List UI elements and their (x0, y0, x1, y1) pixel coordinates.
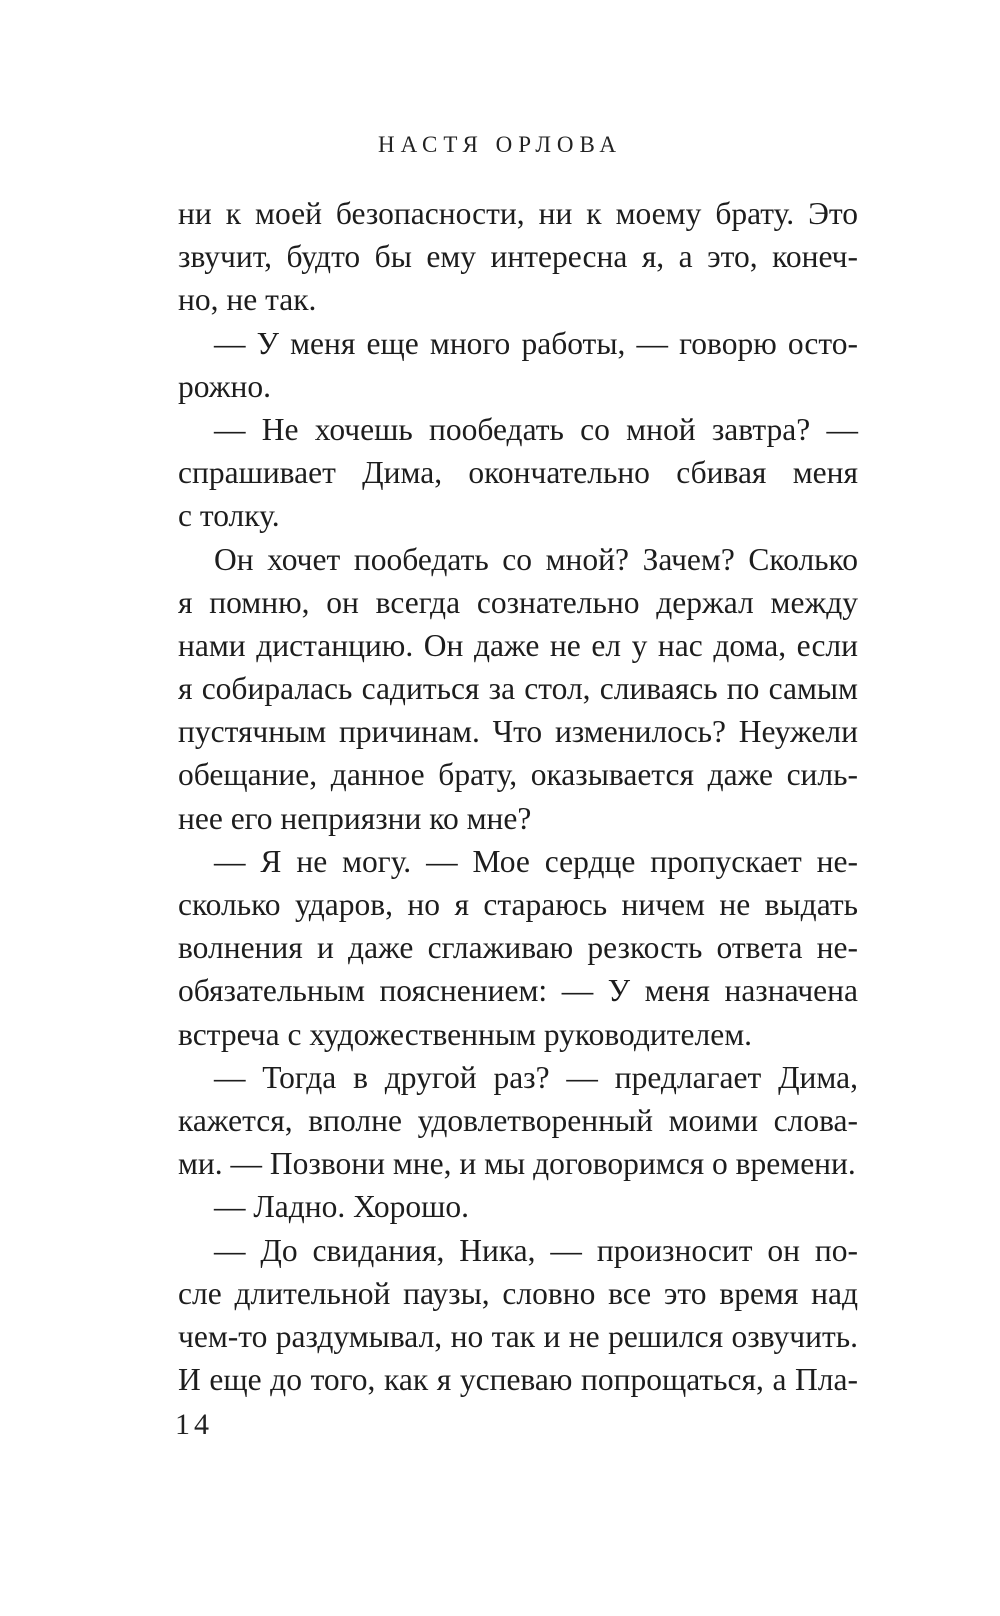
body-text (178, 192, 858, 1401)
text-line: встреча с художественным руководителем. (178, 1016, 753, 1052)
text-line: — У меня еще много работы, — говорю осто- (214, 325, 858, 361)
text-line: — Ладно. Хорошо. (214, 1189, 469, 1225)
text-line: но, не так. (178, 282, 317, 318)
text-line: — Я не могу. — Мое сердце пропускает не- (214, 843, 858, 879)
text-line: волнения и даже сглаживаю резкость ответа не- (178, 930, 858, 966)
text-line: ни к моей безопасности, ни к моему брату. Это (178, 196, 858, 231)
text-line: — До свидания, Ника, — произносит он по- (214, 1232, 858, 1268)
text-line: пустячным причинам. Что изменилось? Неужели (178, 714, 858, 750)
text-line: — Тогда в другой раз? — предлагает Дима, (214, 1059, 858, 1095)
text-line: нами дистанцию. Он даже не ел у нас дома, если (178, 627, 858, 663)
text-line: нее его неприязни ко мне? (178, 800, 532, 836)
text-line: кажется, вполне удовлетворенный моими слова- (178, 1102, 858, 1138)
text-line: спрашивает Дима, окончательно сбивая меня (178, 455, 858, 491)
running-head: НАСТЯ ОРЛОВА (377, 132, 623, 157)
text-line: я помню, он всегда сознательно держал между (178, 584, 858, 620)
text-line: чем-то раздумывал, но так и не решился озвучить. (178, 1318, 858, 1354)
text-line: рожно. (178, 368, 271, 404)
text-line: ми. — Позвони мне, и мы договоримся о времени. (178, 1146, 856, 1182)
text-line: звучит, будто бы ему интересна я, а это, конеч- (178, 239, 858, 275)
text-line: Он хочет пообедать со мной? Зачем? Сколько (214, 541, 858, 577)
text-line: — Не хочешь пообедать со мной завтра? — (214, 411, 858, 447)
text-line: я собиралась садиться за стол, сливаясь по самым (178, 671, 858, 707)
text-line: сле длительной паузы, словно все это время над (178, 1275, 858, 1311)
text-line: обязательным пояснением: — У меня назначена (178, 973, 858, 1009)
text-line: И еще до того, как я успеваю попрощаться, а Пла- (178, 1362, 858, 1398)
text-line: сколько ударов, но я стараюсь ничем не выдать (178, 887, 858, 922)
text-line: обещание, данное брату, оказывается даже силь- (178, 757, 858, 793)
page-number: 14 (175, 1408, 213, 1441)
text-line: с толку. (178, 498, 280, 534)
